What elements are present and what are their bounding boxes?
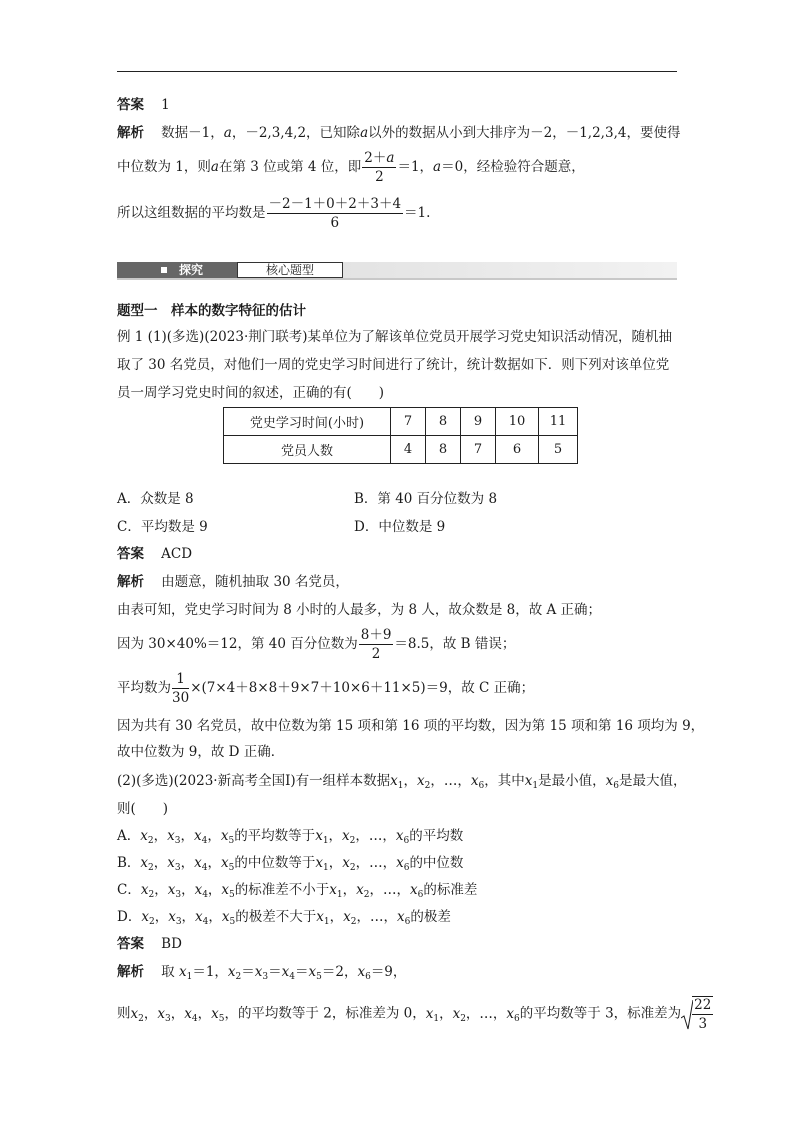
var: x — [140, 882, 149, 898]
var: a — [210, 159, 219, 175]
subscript: 5 — [316, 972, 322, 982]
text: ， — [197, 1005, 212, 1022]
var: x — [343, 909, 351, 925]
var: x — [194, 855, 202, 871]
fraction — [359, 627, 394, 662]
subscript: 2 — [363, 890, 370, 900]
var: x — [281, 964, 290, 980]
subscript: 2 — [148, 890, 155, 900]
var: x — [605, 773, 614, 789]
subscript: 5 — [218, 1013, 225, 1024]
var: x — [221, 855, 229, 871]
type-title: 题型一 样本的数字特征的估计 — [117, 303, 306, 319]
fraction — [267, 196, 404, 231]
var: x — [194, 882, 203, 898]
var: x — [316, 909, 324, 925]
var: x — [254, 964, 263, 980]
subscript: 1 — [322, 836, 329, 846]
fraction — [172, 671, 189, 706]
subscript: 1 — [433, 1013, 440, 1024]
section-tag-text: 探究 — [179, 263, 204, 277]
text: ＝1， — [192, 964, 228, 980]
subscript: 3 — [175, 917, 182, 927]
subscript: 4 — [201, 863, 208, 873]
table-cell: 7 — [461, 436, 496, 464]
text: 的极差 — [410, 909, 451, 925]
var: a — [360, 125, 369, 141]
prev-analysis-line-2 — [117, 150, 585, 185]
table-cell: 5 — [539, 436, 578, 464]
subscript: 6 — [365, 972, 371, 982]
table-cell: 11 — [539, 408, 578, 436]
subscript: 3 — [174, 836, 181, 846]
var: x — [220, 828, 229, 844]
text: 的标准差 — [423, 882, 478, 898]
var: x — [425, 1005, 434, 1022]
subscript: 2 — [138, 1013, 144, 1024]
option-a: A．众数是 8 — [117, 491, 194, 507]
option2-a — [117, 827, 463, 845]
option-b: B．第 40 百分位数为 8 — [354, 491, 498, 507]
answer-value: BD — [161, 936, 182, 952]
text: 2 — [375, 169, 384, 185]
text: 的标准差不小于 — [234, 882, 330, 898]
text: 8＋9 — [360, 627, 392, 643]
option-c: C．平均数是 9 — [117, 519, 208, 535]
subscript: 5 — [229, 917, 236, 927]
answer-label: 答案 — [117, 546, 144, 562]
var: a — [386, 150, 395, 166]
subscript: 4 — [191, 1013, 198, 1024]
text: 是最小值， — [538, 773, 606, 789]
text: ， — [207, 855, 221, 871]
text: ， — [328, 828, 343, 844]
analysis1-line-2: 由表可知，党史学习时间为 8 小时的人最多，为 8 人，故众数是 8，故 A 正确； — [117, 602, 602, 618]
text: 取 — [161, 964, 175, 980]
example1-line-3: 员一周学习党史时间的叙述，正确的有( ) — [117, 385, 385, 401]
header-rule — [117, 71, 677, 72]
text: 6 — [330, 215, 340, 231]
text: ＝9， — [370, 964, 407, 980]
text: ， — [328, 855, 343, 871]
data-table — [223, 407, 578, 464]
var: x — [470, 773, 479, 789]
subscript: 6 — [478, 781, 485, 791]
text: ， — [154, 882, 168, 898]
radical-icon — [681, 1000, 693, 1030]
text: ，其中 — [484, 773, 525, 789]
text: B． — [117, 855, 141, 871]
subscript: 6 — [417, 890, 424, 900]
subscript: 4 — [201, 836, 208, 846]
subscript: 2 — [148, 863, 154, 873]
subscript: 1 — [336, 890, 343, 900]
var: x — [195, 909, 203, 925]
analysis-label: 解析 — [117, 574, 144, 590]
table-cell: 4 — [391, 436, 426, 464]
analysis-label: 解析 — [117, 125, 144, 141]
text: ， — [180, 855, 195, 871]
text: 1 — [172, 671, 189, 689]
text: ， — [170, 1005, 185, 1022]
text: 的平均数等于 — [234, 828, 316, 844]
var: x — [524, 773, 533, 789]
var: x — [396, 909, 405, 925]
example2-line-1 — [117, 772, 686, 790]
answer-value: ACD — [161, 546, 193, 562]
answer-label: 答案 — [117, 97, 144, 113]
var: x — [506, 1005, 515, 1022]
analysis1-line-6: 故中位数为 9，故 D 正确． — [117, 744, 285, 760]
text: 2＋ — [364, 150, 387, 166]
analysis2-line-1 — [117, 963, 406, 981]
fraction — [362, 150, 396, 185]
text: ＝ — [268, 964, 282, 980]
var: x — [211, 1005, 219, 1022]
var: x — [168, 909, 176, 925]
var: x — [178, 964, 187, 980]
option2-b — [117, 854, 463, 872]
prev-answer-line — [117, 96, 170, 114]
var: x — [167, 855, 175, 871]
text: ， — [181, 882, 195, 898]
text: ， — [403, 773, 418, 789]
text: ＝1. — [404, 205, 431, 221]
text: 30 — [172, 690, 190, 706]
answer-label: 答案 — [117, 936, 144, 952]
text: 所以这组数据的平均数是 — [117, 205, 266, 221]
var: x — [342, 828, 350, 844]
text: ＝ — [241, 964, 255, 980]
subscript: 4 — [202, 890, 208, 900]
var: a — [223, 125, 232, 141]
subscript: 1 — [323, 917, 330, 927]
subscript: 1 — [397, 781, 404, 791]
text: 的极差不大于 — [235, 909, 317, 925]
subscript: 4 — [289, 972, 295, 982]
subscript: 4 — [202, 917, 209, 927]
answer2-line — [117, 935, 182, 953]
text: ， — [154, 909, 169, 925]
table-row — [224, 436, 578, 464]
text: D． — [117, 909, 142, 925]
var: x — [356, 882, 364, 898]
var: x — [221, 909, 230, 925]
answer1-line — [117, 545, 192, 563]
subscript: 2 — [235, 972, 242, 982]
text: 平均数为 — [117, 680, 171, 696]
table-header-cell: 党员人数 — [224, 436, 391, 464]
table-cell: 10 — [496, 408, 539, 436]
option-d: D．中位数是 9 — [354, 519, 446, 535]
text: ， — [342, 882, 357, 898]
subscript: 1 — [532, 781, 539, 791]
text: ， — [439, 1005, 453, 1022]
example2-line-2: 则( ) — [117, 801, 169, 817]
text: ， — [153, 855, 168, 871]
table-cell: 9 — [461, 408, 496, 436]
subscript: 6 — [404, 917, 411, 927]
table-cell: 8 — [426, 408, 461, 436]
analysis1-line-3 — [117, 627, 515, 662]
analysis1-line-5: 因为共有 30 名党员，故中位数为第 15 项和第 16 项的平均数，因为第 15 项和第 16 项均为 9， — [117, 718, 705, 734]
subscript: 2 — [460, 1013, 466, 1024]
var: x — [395, 828, 404, 844]
subscript: 1 — [186, 972, 193, 982]
subscript: 2 — [350, 917, 357, 927]
subscript: 6 — [514, 1013, 520, 1024]
var: x — [315, 855, 323, 871]
var: x — [167, 828, 175, 844]
x2-x5-list — [131, 1006, 238, 1022]
text: C． — [117, 882, 141, 898]
text: 数据－1， — [161, 125, 224, 141]
var: x — [141, 909, 149, 925]
text: ＝1， — [397, 159, 434, 175]
text: 以外的数据从小到大排序为－2，－1,2,3,4，要使得 — [368, 125, 681, 141]
subscript: 2 — [148, 917, 155, 927]
var: x — [221, 882, 230, 898]
var: x — [193, 828, 202, 844]
var: x — [140, 855, 149, 871]
option2-d — [117, 908, 451, 926]
option2-c — [117, 881, 477, 899]
var: x — [167, 882, 176, 898]
subscript: 6 — [613, 781, 619, 791]
text: 的平均数等于 2，标准差为 0， — [237, 1005, 426, 1022]
text: 的中位数 — [409, 855, 464, 871]
var: x — [157, 1005, 165, 1022]
prev-analysis-line-3 — [117, 196, 430, 231]
text: 2 — [371, 646, 381, 662]
text: ， — [329, 909, 344, 925]
subscript: 3 — [174, 863, 181, 873]
text: ，…， — [369, 882, 410, 898]
var: x — [315, 828, 323, 844]
analysis2-line-2 — [117, 996, 714, 1032]
text: ，…， — [430, 773, 471, 789]
text: ， — [143, 1005, 158, 1022]
table-cell: 6 — [496, 436, 539, 464]
var: x — [184, 1005, 192, 1022]
text: 是最大值， — [618, 773, 687, 789]
subscript: 2 — [147, 836, 154, 846]
var: x — [417, 773, 425, 789]
table-header-cell: 党史学习时间(小时) — [224, 408, 391, 436]
text: ＝8.5，故 B 错误； — [394, 636, 516, 652]
subscript: 5 — [228, 836, 235, 846]
text: －2－1＋0＋2＋3＋4 — [268, 196, 402, 212]
analysis1-line-4 — [117, 671, 534, 706]
text: ＝0，经检验符合题意， — [441, 159, 585, 175]
square-bullet-icon — [161, 267, 167, 273]
text: 在第 3 位或第 4 位，即 — [218, 159, 362, 175]
example1-line-2: 取了 30 名党员，对他们一周的党史学习时间进行了统计，统计数据如下．则下列对该单位党 — [117, 357, 670, 373]
text: ＝2， — [321, 964, 358, 980]
subscript: 3 — [262, 972, 269, 982]
text: 因为 30×40%＝12，第 40 百分位数为 — [117, 636, 358, 652]
text: ，…， — [355, 828, 396, 844]
text: ，…， — [465, 1005, 507, 1022]
subscript: 3 — [175, 890, 182, 900]
text: ， — [180, 828, 194, 844]
subscript: 2 — [349, 863, 356, 873]
subscript: 5 — [228, 863, 235, 873]
text: ， — [207, 828, 221, 844]
x1-x6-list — [426, 1006, 520, 1022]
text: ， — [207, 882, 222, 898]
var: x — [308, 964, 317, 980]
subscript: 5 — [229, 890, 235, 900]
var: x — [130, 1005, 139, 1022]
table-cell: 8 — [426, 436, 461, 464]
var: x — [390, 773, 398, 789]
section-header — [117, 262, 677, 280]
prev-analysis-line-1 — [117, 124, 680, 142]
text: ＝ — [295, 964, 309, 980]
text: ， — [153, 828, 168, 844]
text: (2)(多选)(2023·新高考全国Ⅰ)有一组样本数据 — [117, 773, 391, 789]
text: ， — [208, 909, 222, 925]
table-cell: 7 — [391, 408, 426, 436]
var: x — [396, 855, 404, 871]
var: x — [140, 828, 148, 844]
var: x — [329, 882, 337, 898]
section-tag — [117, 262, 237, 278]
var: x — [342, 855, 350, 871]
example1-line-1: 例 1 (1)(多选)(2023·荆门联考)某单位为了解该单位党员开展学习党史知识活动情况，随机抽 — [117, 329, 673, 345]
text: 中位数为 1，则 — [117, 159, 211, 175]
subscript: 6 — [403, 836, 410, 846]
text: ，…， — [356, 909, 397, 925]
text: ， — [224, 1005, 238, 1022]
text: A． — [117, 828, 141, 844]
subscript: 2 — [424, 781, 431, 791]
text: ×(7×4＋8×8＋9×7＋10×6＋11×5)＝9，故 C 正确； — [190, 680, 535, 696]
var: x — [357, 964, 366, 980]
text: 22 — [694, 997, 712, 1013]
var: a — [433, 159, 442, 175]
subscript: 3 — [164, 1013, 171, 1024]
analysis1-line-1 — [117, 573, 349, 591]
text: 3 — [698, 1016, 708, 1032]
text: ，－2,3,4,2，已知除 — [231, 125, 361, 141]
analysis-label: 解析 — [117, 964, 144, 980]
subscript: 6 — [403, 863, 410, 873]
text: 的中位数等于 — [234, 855, 316, 871]
answer-value: 1 — [161, 97, 170, 113]
subscript: 2 — [349, 836, 356, 846]
text: 的平均数 — [409, 828, 464, 844]
sqrt-fraction — [681, 996, 714, 1032]
text: ，…， — [355, 855, 397, 871]
text: 的平均数等于 3，标准差为 — [519, 1005, 682, 1022]
var: x — [452, 1005, 461, 1022]
text: 由题意，随机抽取 30 名党员， — [161, 574, 349, 590]
section-title: 核心题型 — [237, 262, 343, 278]
text: ， — [181, 909, 196, 925]
subscript: 1 — [322, 863, 329, 873]
var: x — [410, 882, 418, 898]
table-row — [224, 408, 578, 436]
text: 则 — [117, 1005, 131, 1022]
var: x — [227, 964, 236, 980]
